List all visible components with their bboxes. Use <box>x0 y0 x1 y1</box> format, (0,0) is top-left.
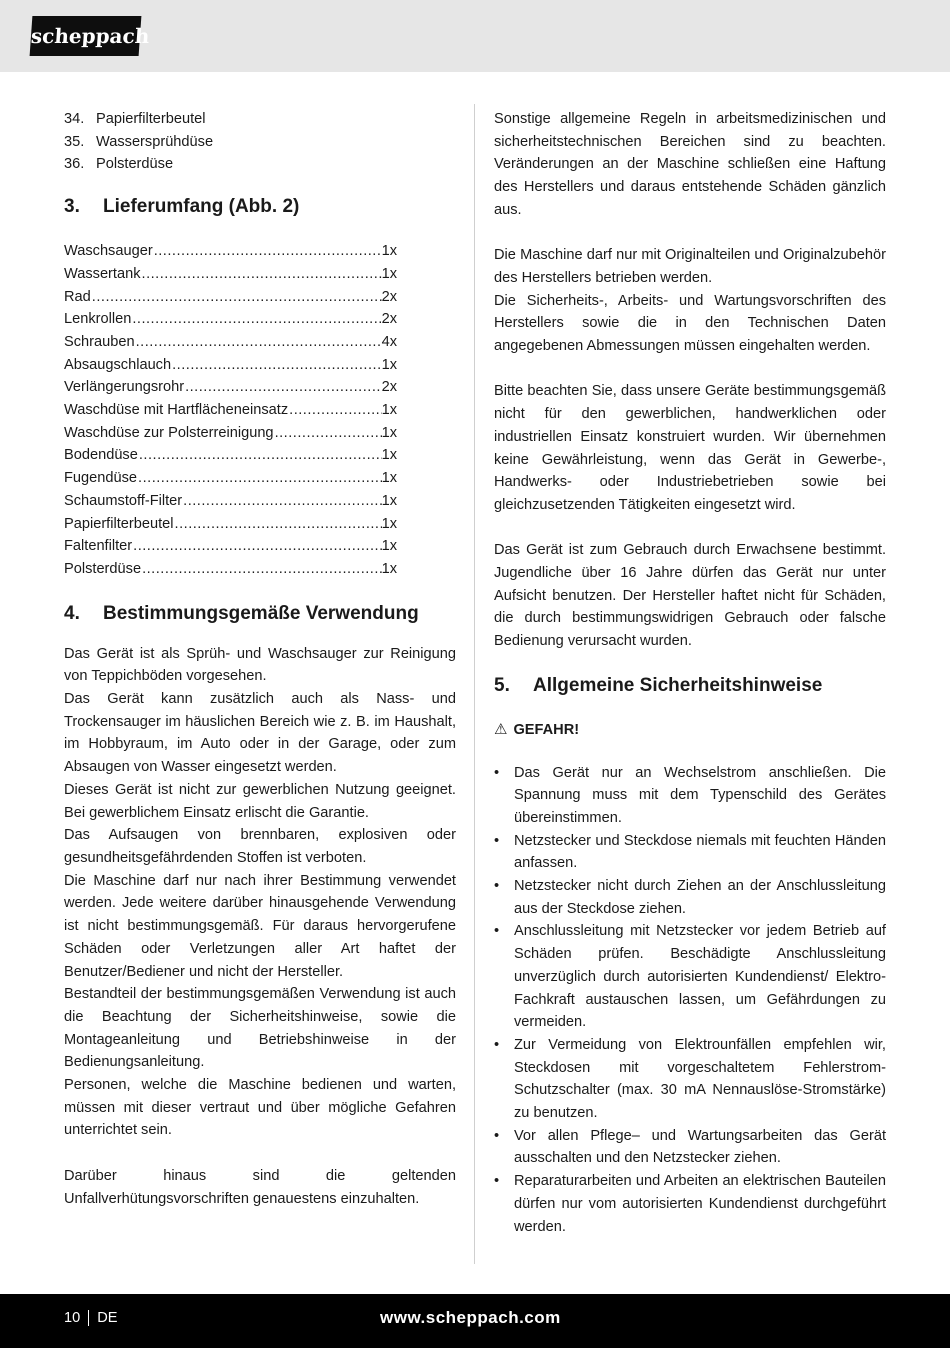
paragraph: Das Gerät ist als Sprüh- und Waschsauger zur Reinigung von Teppichböden vorgesehen. <box>64 645 456 685</box>
scope-item-quantity: 1x <box>381 470 397 487</box>
list-item: 36. Polsterdüse <box>64 156 174 173</box>
column-divider <box>474 104 475 1264</box>
paragraph: Bitte beachten Sie, dass unsere Geräte bestimmungsgemäß nicht für den gewerblichen, handwerklichen oder industriellen Einsatz konstruiert wurden. Wir übernehmen keine Gewährleistung, wenn das Gerät in Gewerbe-, Handwerks- oder Industriebetrieben sowie bei gleichzusetzenden Tätigkeiten eingesetzt wird. <box>494 383 886 513</box>
header-band <box>0 0 950 72</box>
scope-item <box>64 308 397 331</box>
scope-item <box>64 535 397 558</box>
scope-item-quantity: 1x <box>381 265 397 282</box>
danger-label: ⚠ GEFAHR! <box>494 719 886 742</box>
paragraph: Bestandteil der bestimmungsgemäßen Verwendung ist auch die Beachtung der Sicherheitshinweise, sowie die Montageanleitung und Betriebshinweise in der Bedienungsanleitung. <box>64 986 456 1071</box>
language-code: DE <box>97 1310 118 1326</box>
scope-item-name: Lenkrollen <box>64 311 132 328</box>
scope-item-name: Schaumstoff-Filter <box>64 492 183 509</box>
scope-item-quantity: 1x <box>381 424 397 441</box>
scope-item-name: Waschdüse zur Polsterreinigung <box>64 424 274 441</box>
scope-item-quantity: 1x <box>381 560 397 577</box>
safety-bullet <box>494 1125 886 1170</box>
scope-item-quantity: 1x <box>381 356 397 373</box>
scope-item-quantity: 4x <box>381 333 397 350</box>
scope-item-name: Waschsauger <box>64 243 153 260</box>
safety-bullet <box>494 875 886 920</box>
paragraph: Die Maschine darf nur nach ihrer Bestimmung verwendet werden. Jede weitere darüber hinausgehende Verwendung ist nicht bestimmungsgemäß. Für daraus hervorgerufene Schäden oder Verletzungen aller Art haftet der Benutzer/Bediener und nicht der Hersteller. <box>64 872 456 980</box>
bullet-text: Anschlussleitung mit Netzstecker vor jedem Betrieb auf Schäden prüfen. Beschädigte Anschlussleitung unverzüglich durch autorisierten Kundendienst/ Elektro-Fachkraft austauschen lassen, um Gefährdungen zu vermeiden. <box>514 923 886 1031</box>
safety-bullet <box>494 830 886 875</box>
list-item: 35. Wassersprühdüse <box>64 133 214 150</box>
section-heading-3: 3. Lieferumfang (Abb. 2) <box>64 196 300 218</box>
scope-item <box>64 444 397 467</box>
bullet-icon: • <box>494 923 500 940</box>
separator <box>88 1310 89 1326</box>
bullet-icon: • <box>494 764 500 781</box>
dot-leader <box>142 263 382 286</box>
dot-leader <box>133 535 381 558</box>
safety-bullet <box>494 762 886 830</box>
bullet-text: Netzstecker und Steckdose niemals mit feuchten Händen anfassen. <box>514 832 886 872</box>
scope-of-delivery-list <box>64 240 456 581</box>
dot-leader <box>275 422 382 445</box>
scope-item <box>64 558 397 581</box>
scope-item <box>64 263 397 286</box>
scope-item-quantity: 2x <box>381 379 397 396</box>
scope-item-name: Wassertank <box>64 265 141 282</box>
scope-item-name: Faltenfilter <box>64 538 133 555</box>
scope-item-quantity: 2x <box>381 311 397 328</box>
scope-item-name: Absaugschlauch <box>64 356 172 373</box>
footer-bar <box>0 1294 950 1348</box>
bullet-text: Vor allen Pflege– und Wartungsarbeiten das Gerät ausschalten und den Netzstecker ziehen. <box>514 1127 886 1167</box>
scope-item-quantity: 1x <box>381 538 397 555</box>
paragraph: Sonstige allgemeine Regeln in arbeitsmedizinischen und sicherheitstechnischen Bereichen sind zu beachten. Veränderungen an der Maschine schließen eine Haftung des Herstellers und daraus entstehende Schäden gänzlich aus. <box>494 111 886 218</box>
dot-leader <box>175 513 382 536</box>
dot-leader <box>185 376 382 399</box>
safety-bullet-list <box>494 762 886 1239</box>
paragraph: Das Gerät kann zusätzlich auch als Nass- und Trockensauger im häuslichen Bereich wie z. B. im Haushalt, im Hobbyraum, im Auto oder in der Garage, oder zum Absaugen von Wasser eingesetzt werden. <box>64 691 456 776</box>
dot-leader <box>139 444 382 467</box>
scope-item-name: Rad <box>64 288 91 305</box>
section-heading-5: 5. Allgemeine Sicherheitshinweise <box>494 674 823 696</box>
dot-leader <box>289 399 381 422</box>
page-number: 10 <box>64 1310 81 1326</box>
paragraph: Die Maschine darf nur mit Originalteilen und Originalzubehör des Herstellers betrieben werden. <box>494 247 886 286</box>
paragraph: Dieses Gerät ist nicht zur gewerblichen Nutzung geeignet. Bei gewerblichem Einsatz erlischt die Garantie. <box>64 781 456 821</box>
warning-triangle-icon: ⚠ <box>494 720 508 738</box>
scope-item-name: Fugendüse <box>64 470 138 487</box>
parts-list-continued <box>64 108 456 176</box>
scope-item <box>64 399 397 422</box>
bullet-text: Reparaturarbeiten und Arbeiten an elektrischen Bauteilen dürfen nur vom autorisierten Kundendienst durchgeführt werden. <box>514 1173 886 1235</box>
scope-item <box>64 376 397 399</box>
paragraph: Das Gerät ist zum Gebrauch durch Erwachsene bestimmt. Jugendliche über 16 Jahre dürfen das Gerät nur unter Aufsicht benutzen. Der Hersteller haftet nicht für Schäden, die durch bestimmungswidrigen Gebrauch oder falsche Bedienung verursacht wurden. <box>494 542 886 650</box>
scope-item-name: Schrauben <box>64 333 135 350</box>
bullet-icon: • <box>494 1036 500 1053</box>
scope-item <box>64 422 397 445</box>
section-heading-4: 4. Bestimmungsgemäße Verwendung <box>64 602 419 624</box>
safety-bullet <box>494 920 886 1034</box>
intended-use-text <box>64 643 456 1211</box>
dot-leader <box>138 467 382 490</box>
bullet-text: Zur Vermeidung von Elektrounfällen empfehlen wir, Steckdosen mit vorgeschaltetem Fehlerstrom-Schutzschalter (max. 30 mA Nennauslöse-Stromstärke) zu benutzen. <box>514 1036 886 1122</box>
bullet-icon: • <box>494 878 500 895</box>
brand-logo: scheppach <box>30 16 142 56</box>
scope-item <box>64 286 397 309</box>
dot-leader <box>142 558 382 581</box>
scope-item-quantity: 1x <box>381 515 397 532</box>
safety-bullet <box>494 1034 886 1125</box>
paragraph: Das Aufsaugen von brennbaren, explosiven oder gesundheitsgefährdenden Stoffen ist verboten. <box>64 827 456 866</box>
scope-item-quantity: 2x <box>381 288 397 305</box>
paragraph: Darüber hinaus sind die geltenden Unfallverhütungsvorschriften genauestens einzuhalten. <box>64 1167 456 1207</box>
scope-item <box>64 490 397 513</box>
safety-bullet <box>494 1170 886 1238</box>
dot-leader <box>172 354 381 377</box>
bullet-icon: • <box>494 1127 500 1144</box>
page-indicator <box>64 1310 118 1326</box>
scope-item-quantity: 1x <box>381 492 397 509</box>
scope-item-name: Waschdüse mit Hartflächeneinsatz <box>64 402 289 419</box>
bullet-text: Das Gerät nur an Wechselstrom anschließen. Die Spannung muss mit dem Typenschild des Gerätes übereinstimmen. <box>514 764 886 826</box>
scope-item <box>64 240 397 263</box>
bullet-text: Netzstecker nicht durch Ziehen an der Anschlussleitung aus der Steckdose ziehen. <box>514 878 886 917</box>
left-column <box>64 108 456 1210</box>
paragraph: Personen, welche die Maschine bedienen und warten, müssen mit dieser vertraut und über mögliche Gefahren unterrichtet sein. <box>64 1077 456 1139</box>
scope-item <box>64 467 397 490</box>
scope-item-name: Verlängerungsrohr <box>64 379 185 396</box>
dot-leader <box>154 240 382 263</box>
scope-item-name: Bodendüse <box>64 447 138 464</box>
dot-leader <box>132 308 381 331</box>
scope-item-quantity: 1x <box>381 447 397 464</box>
dot-leader <box>136 331 382 354</box>
dot-leader <box>183 490 381 513</box>
scope-item <box>64 354 397 377</box>
list-item: 34. Papierfilterbeutel <box>64 111 206 127</box>
bullet-icon: • <box>494 1173 500 1190</box>
scope-item-quantity: 1x <box>381 402 397 419</box>
scope-item <box>64 331 397 354</box>
scope-item-quantity: 1x <box>381 243 397 260</box>
scope-item-name: Polsterdüse <box>64 560 142 577</box>
scope-item <box>64 513 397 536</box>
right-column <box>494 108 886 1238</box>
website-url: www.scheppach.com <box>380 1308 561 1327</box>
bullet-icon: • <box>494 832 500 849</box>
scope-item-name: Papierfilterbeutel <box>64 515 174 532</box>
paragraph: Die Sicherheits-, Arbeits- und Wartungsvorschriften des Herstellers sowie die in den Technischen Daten angegebenen Abmessungen müssen eingehalten werden. <box>494 292 886 355</box>
dot-leader <box>92 286 382 309</box>
